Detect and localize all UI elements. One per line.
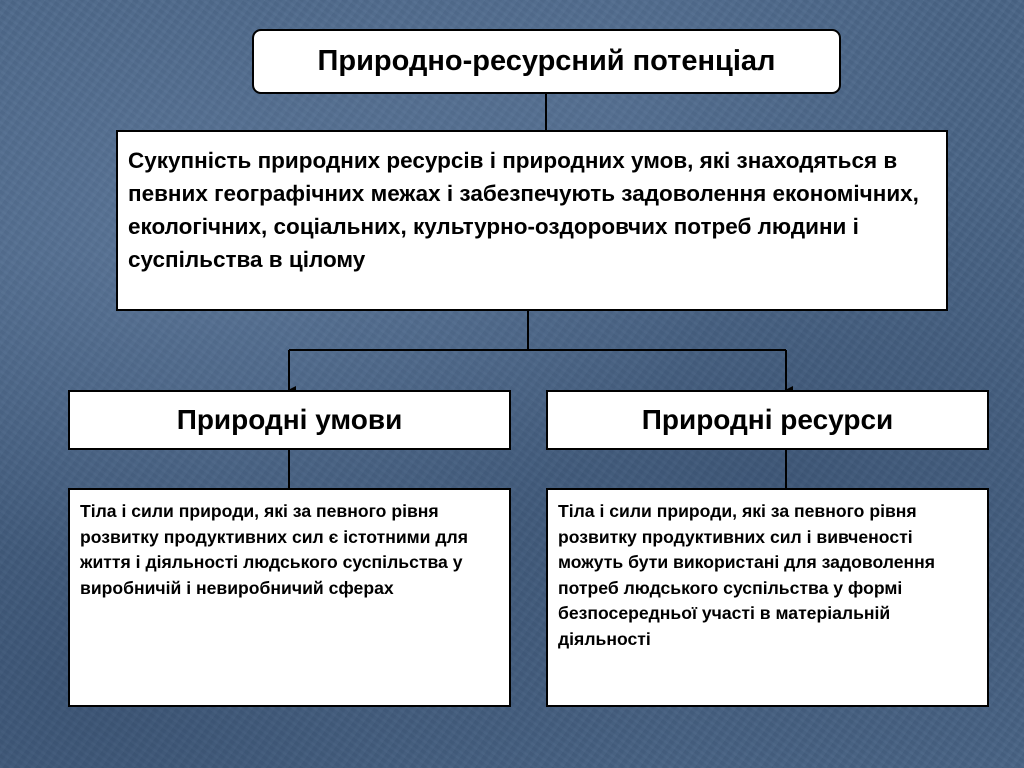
natural-conditions-box <box>68 390 511 450</box>
natural-resources-description: Тіла і сили природи, які за певного рівня розвитку продуктивних сил і вивченості можуть бути використані для задоволення потреб людського суспільства у формі безпосередньої участі в матеріальній діяльності <box>558 501 936 649</box>
natural-resources-box <box>546 390 989 450</box>
natural-conditions-description: Тіла і сили природи, які за певного рівня розвитку продуктивних сил є істотними для життя і діяльності людського суспільства у виробничій і невиробничий сферах <box>80 501 468 598</box>
natural-conditions-description-box <box>68 488 511 707</box>
definition-box <box>116 130 948 311</box>
natural-conditions-heading: Природні умови <box>176 404 403 435</box>
definition-text: Сукупність природних ресурсів і природних умов, які знаходяться в певних географічних межах і забезпечують задоволення економічних, екологічних, соціальних, культурно-оздоровчих потреб людини і суспільства в цілому <box>128 148 919 272</box>
natural-resources-description-box <box>546 488 989 707</box>
natural-resources-heading: Природні ресурси <box>641 404 894 435</box>
title-text: Природно-ресурсний потенціал <box>317 45 776 77</box>
title-box <box>252 29 841 94</box>
